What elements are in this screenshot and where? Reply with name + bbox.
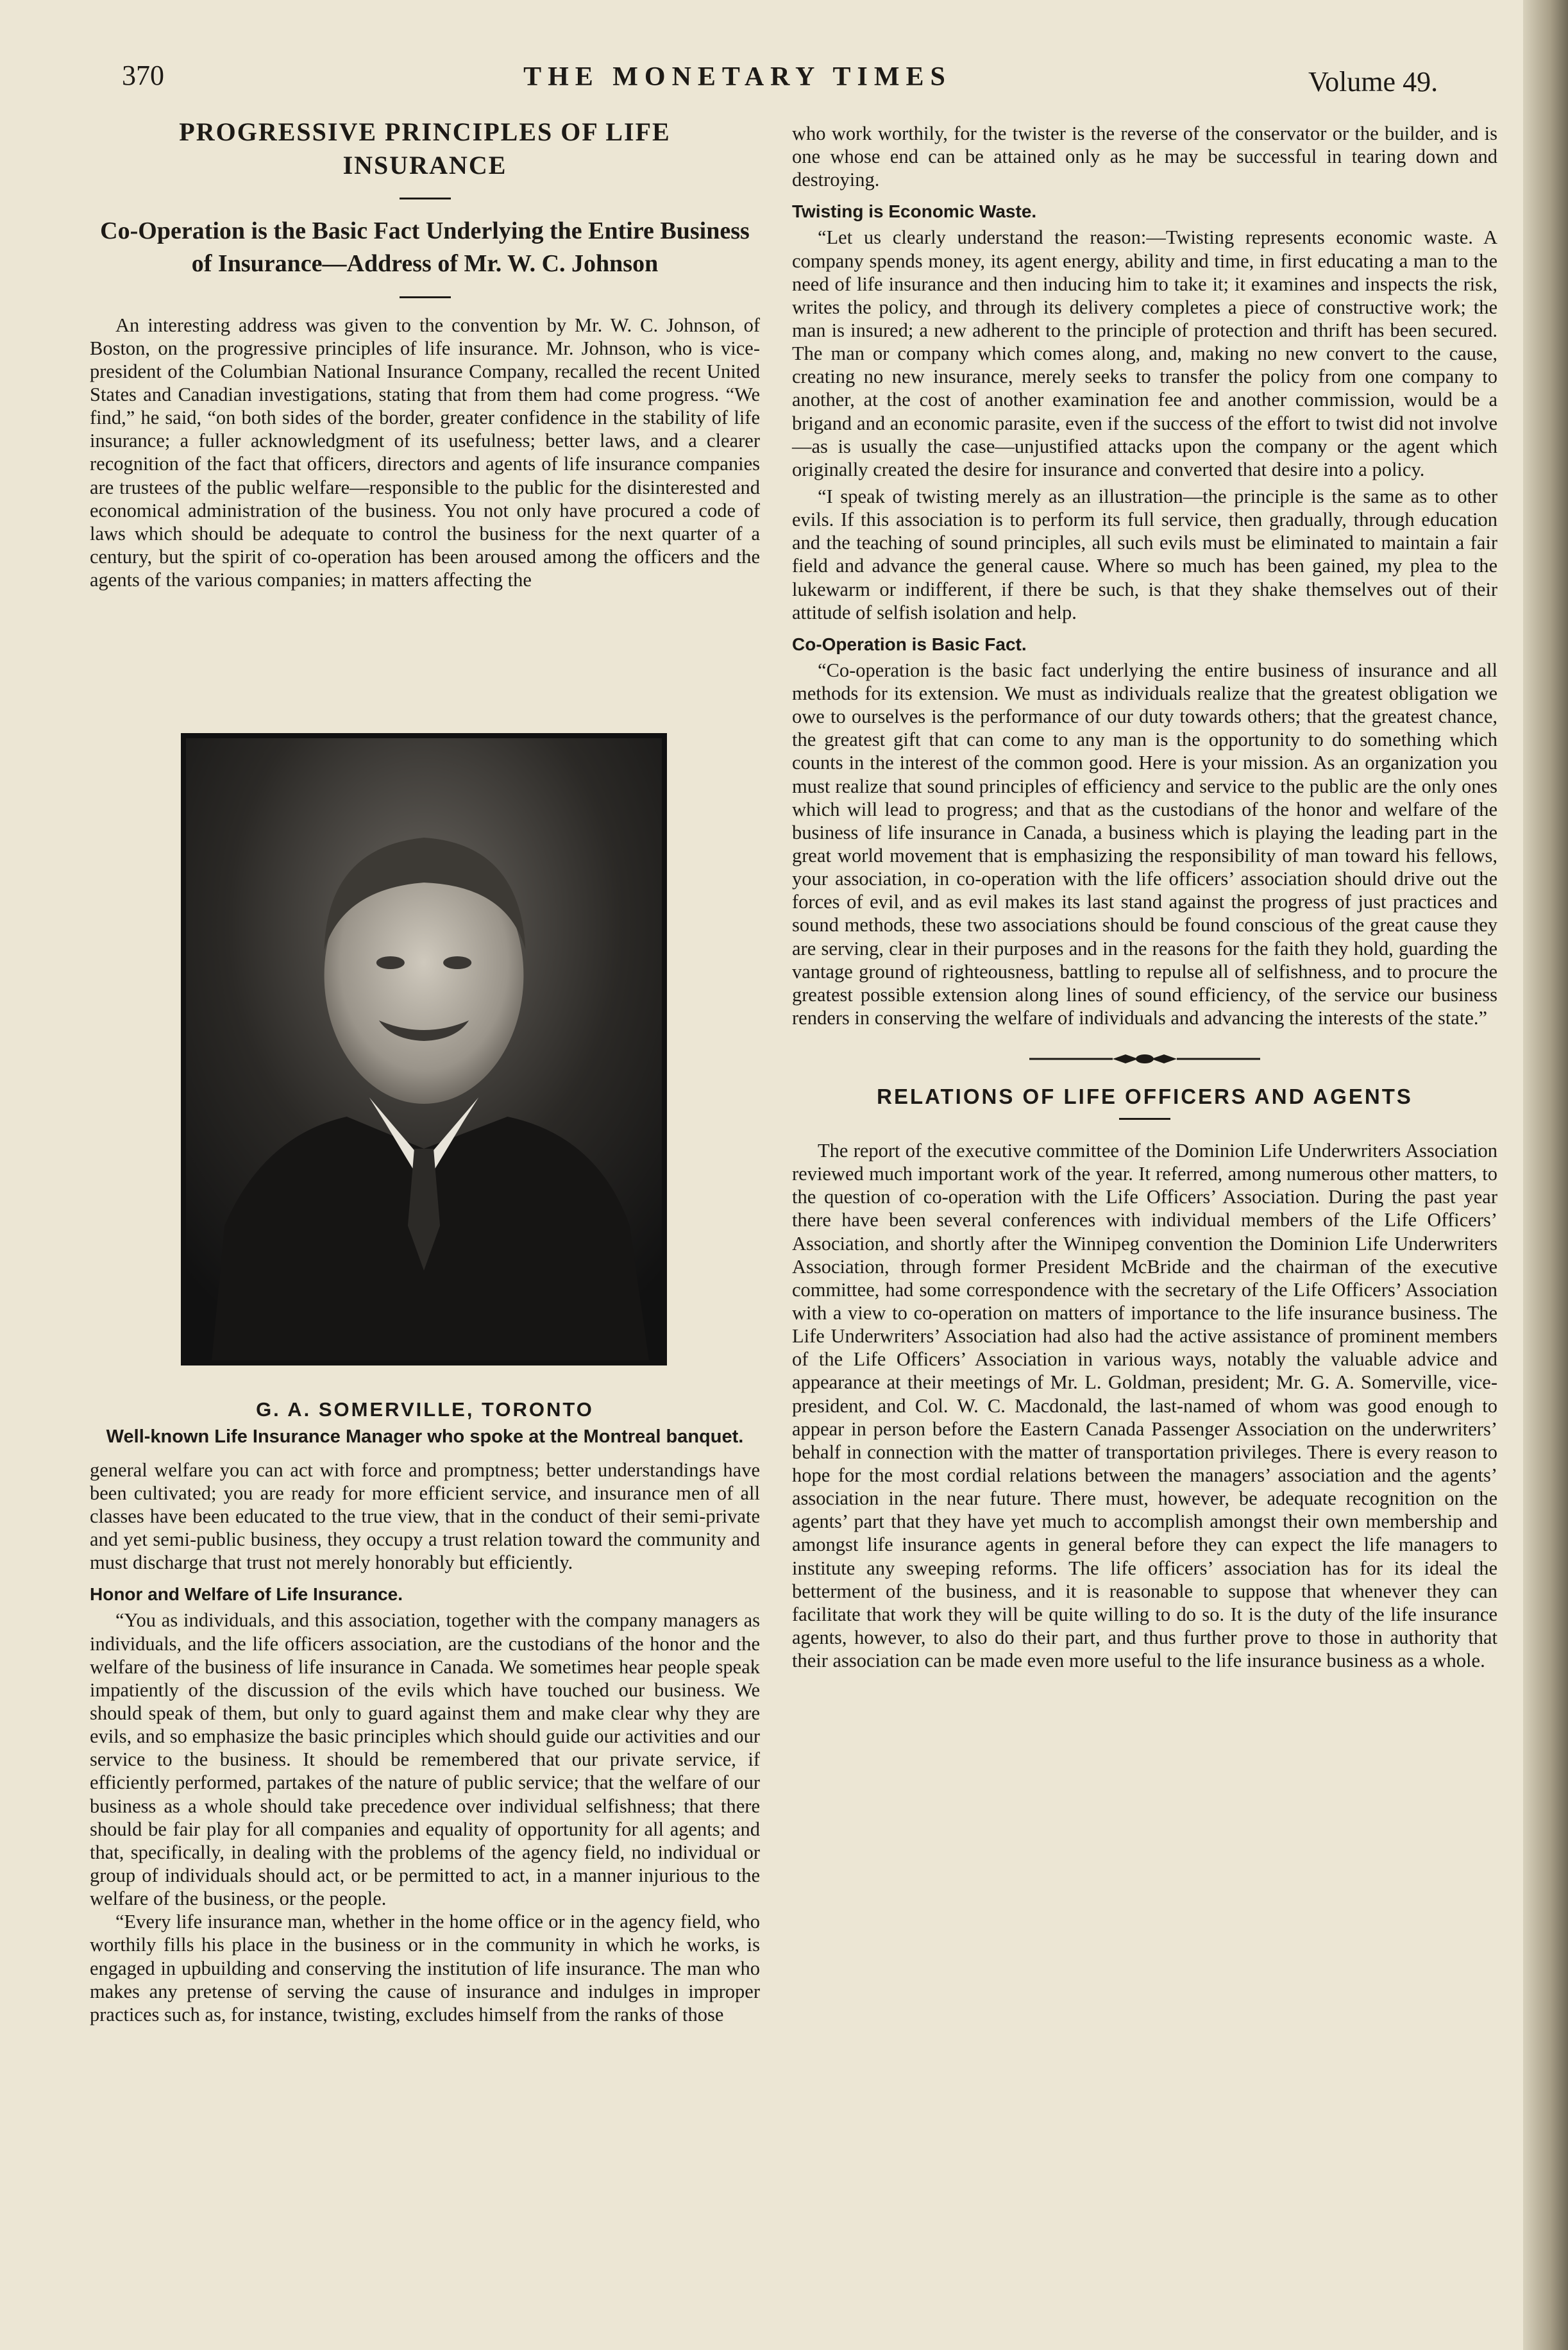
section-heading-honor: Honor and Welfare of Life Insurance.	[90, 1584, 403, 1605]
title-rule	[400, 198, 451, 199]
right-column	[792, 122, 1497, 1672]
article2-title: RELATIONS OF LIFE OFFICERS AND AGENTS	[877, 1085, 1413, 1109]
section-honor-paragraph-2: “Every life insurance man, whether in the home office or in the agency field, who worthily fills his place in the business or in the community in which he works, is engaged in upbuilding and conserving the institution of life insurance. The man who makes any pretense of serving the cause of insurance and indulges in improper practices such as, for instance, twisting, excludes himself from the ranks of those	[90, 1911, 760, 2025]
volume-label: Volume 49.	[1308, 66, 1438, 97]
article-subtitle: Co-Operation is the Basic Fact Underlying the Entire Business of Insurance—Address of Mr. W. C. Johnson	[100, 217, 750, 278]
article-intro: An interesting address was given to the convention by Mr. W. C. Johnson, of Boston, on the progressive principles of life insurance. Mr. Johnson, who is vice-president of the Columbian National Insurance Company, recalled the recent United States and Canadian investigations, stating that from them had come progress. “We find,” he said, “on both sides of the border, greater confidence in the stability of life insurance; a fuller acknowledgment of its usefulness; better laws, and a clearer recognition of the fact that officers, directors and agents of life insurance companies are trustees of the public welfare—responsible to the public for the disinterested and economical administration of the business. You not only have procured a code of laws which should be adequate to control the business for the next quarter of a century, but the spirit of co-operation has been aroused among the officers and the agents of the various companies; in matters affecting the	[90, 314, 760, 591]
article-continuation: general welfare you can act with force and promptness; better understandings have been cultivated; you are ready for more efficient service, and insurance men of all classes have been educated to the true view, that in the conduct of their semi-private and yet semi-public business, they occupy a trust relation toward the community and must discharge that trust not merely honorably but efficiently.	[90, 1458, 760, 1574]
page-number: 370	[122, 60, 164, 91]
portrait-image	[186, 738, 662, 1360]
article-title: PROGRESSIVE PRINCIPLES OF LIFE INSURANCE	[179, 117, 671, 180]
photo-caption-name: G. A. SOMERVILLE, TORONTO	[256, 1398, 594, 1421]
subtitle-rule	[400, 296, 451, 298]
section-cooperation-paragraph: “Co-operation is the basic fact underlying the entire business of insurance and all methods for its extension. We must as individuals realize that the greatest obligation we owe to ourselves is the performance of our duty towards others; that the greatest chance, the greatest gift that can come to any man is the opportunity to do something which counts in the interest of the common good. Here is your mission. As an organization you must realize that sound principles of efficiency and service to the public are the only ones which will lead to progress; and that as the custodians of the honor and welfare of the business of life insurance in Canada, a business which is playing the leading part in the great world movement that is emphasizing the responsibility of man toward his fellows, your association, in co-operation with the life officers’ association should drive out the forces of evil, and as evil makes its last stand against the progress of just practices and sound methods, these two associations should be found conscious of the great cause they are serving, clear in their purposes and in the reasons for the faith they hold, guarding the vantage ground of righteousness, battling to repulse all of selfishness, and to procure the greatest possible extension along lines of sound efficiency, of the service our business renders in conserving the welfare of individuals and advancing the interests of the state.”	[792, 659, 1497, 1029]
article-divider	[792, 1052, 1497, 1065]
section-twisting-paragraph-2: “I speak of twisting merely as an illustration—the principle is the same as to other evils. If this association is to perform its full service, then gradually, through education and the teaching of sound principles, all such evils must be eliminated to maintain a fair field and advance the general cause. Where so much has been gained, my plea to the lukewarm or indifferent, if there be such, is that they shake themselves out of their attitude of selfish isolation and help.	[792, 485, 1497, 623]
left-column-top	[90, 115, 760, 591]
article2-title-rule	[1119, 1118, 1170, 1120]
page-edge-shadow	[1523, 0, 1568, 2350]
section-honor-paragraph-1: “You as individuals, and this association, together with the company managers as individuals, and the life officers association, are the custodians of the honor and the welfare of the business of life insurance in Canada. We sometimes hear people speak impatiently of the discussion of the evils which have touched our business. We should speak of them, but only to guard against them and make clear why they are evils, and so emphasize the basic principles which should guide our activities and our service to the business. It should be remembered that our private service, if efficiently performed, partakes of the nature of public service; that the welfare of our business as a whole should take precedence over individual selfishness; that there should be fair play for all companies and equality of opportunity for all agents; and that, specifically, in dealing with the problems of the agency field, no individual or group of individuals should act, or be permitted to act, in a manner injurious to the welfare of the business, or the people.	[90, 1609, 760, 1910]
section-heading-twisting: Twisting is Economic Waste.	[792, 201, 1037, 222]
section-heading-cooperation: Co-Operation is Basic Fact.	[792, 634, 1027, 654]
ornament-divider-icon	[1029, 1052, 1260, 1065]
article2-body: The report of the executive committee of the Dominion Life Underwriters Association reviewed much important work of the year. It referred, among numerous other matters, to the question of co-operation with the Life Officers’ Association. During the past year there have been several conferences with individual members of the Life Officers’ Association, and shortly after the Winnipeg convention the Dominion Life Underwriters Association, through former President McBride and the chairman of the executive committee, had some correspondence with the secretary of the Life Officers’ Association with a view to co-operation on matters of importance to the life insurance business. The Life Underwriters’ Association had also had the active assistance of prominent members of the Life Officers’ Association in various ways, notably the valuable advice and appearance at their meetings of Mr. L. Goldman, president; Mr. G. A. Somerville, vice-president, and Col. W. C. Macdonald, the last-named of whom was good enough to appear in person before the Eastern Canada Passenger Association on the underwriters’ behalf in connection with the matter of transportation privileges. There is every reason to hope for the most cordial relations between the managers’ association and the agents’ association in the near future. There must, however, be adequate recognition on the agents’ part that they have yet much to accomplish amongst their own membership and amongst life insurance agents in general before they can expect the life managers to institute any sweeping reforms. The life officers’ association has for its ideal the betterment of the business, and it is reasonable to suppose that whenever they can facilitate that work they will be quite willing to do so. It is the duty of the life insurance agents, however, to also do their part, and thus further prove to those in authority that their association can be made even more useful to the life insurance business as a whole.	[792, 1140, 1497, 1672]
photo-caption-description: Well-known Life Insurance Manager who spoke at the Montreal banquet.	[106, 1426, 744, 1447]
article-right-intro: who work worthily, for the twister is the reverse of the conservator or the builder, and is one whose end can be attained only as he may be successful in tearing down and destroying.	[792, 123, 1497, 191]
portrait-photo	[181, 733, 667, 1365]
publication-title: THE MONETARY TIMES	[523, 62, 952, 92]
left-column-bottom	[90, 1398, 760, 2026]
section-twisting-paragraph-1: “Let us clearly understand the reason:—Twisting represents economic waste. A company spends money, its agent energy, ability and time, in first educating a man to the need of life insurance and then inducing him to take it; it examines and inspects the risk, writes the policy, and through its delivery completes a piece of constructive work; the man is insured; a new adherent to the principle of protection and thrift has been secured. The man or company which comes along, and, making no new convert to the cause, creating no new insurance, merely seeks to transfer the policy from one company to another, at the cost of another examination fee and another commission, would be a brigand and an economic parasite, even if the success of the effort to twist did not involve—as is usually the case—unjustified attacks upon the company or the agent which originally created the desire for insurance and converted that desire into a policy.	[792, 226, 1497, 480]
